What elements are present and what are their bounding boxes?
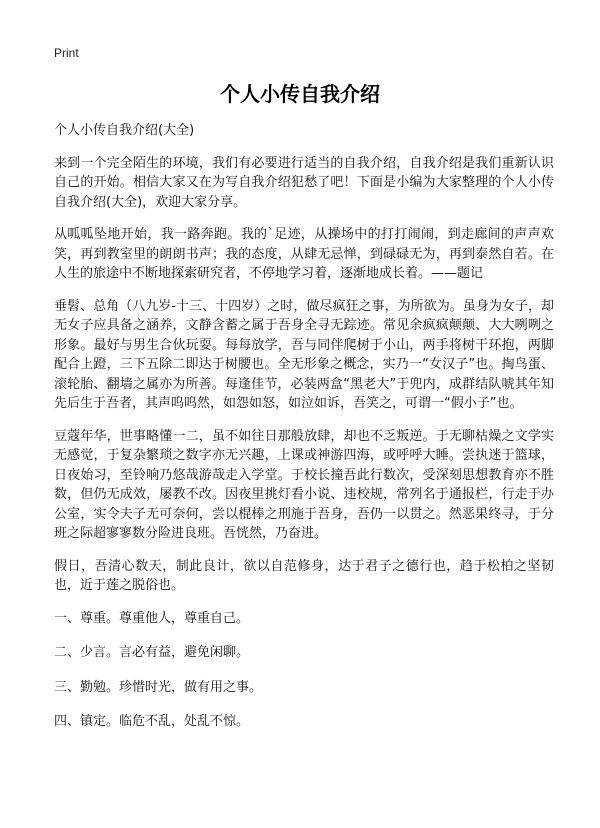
rule-item-2: 二、少言。言必有益，避免闲聊。 [54, 645, 250, 660]
document-body [54, 121, 554, 747]
paragraph-plan: 假日，吾清心数天，制此良计，欲以自范修身，达于君子之德行也，趋于松柏之坚韧也，近于莲之脱俗也。 [54, 558, 554, 593]
paragraph-youth: 豆蔻年华，世事略懂一二，虽不如往日那般放肆，却也不乏叛逆。于无聊枯燥之文学实无感觉，于复杂繁琐之数字亦无兴趣，上课或神游四海，或呼呼大睡。尝执迷于篮球，日夜始习，至铃响乃悠哉游哉走入学堂。于校长撞吾此行数次，受深刻思想教育亦不胜数，但仍无成效，屡教不改。因夜里挑灯看小说、违校规，常列名于通报栏，行走于办公室，实令夫子无可奈何，尝以棍棒之刑施于吾身，吾仍一以贯之。然恶果终寻，于分班之际超寥寥数分险进良班。吾恍然，乃奋进。 [54, 428, 554, 541]
rule-item-4: 四、镇定。临危不乱，处乱不惊。 [54, 714, 250, 729]
rule-item-3: 三、勤勉。珍惜时光，做有用之事。 [54, 679, 263, 695]
paragraph-epigraph: 从呱呱坠地开始，我一路奔跑。我的`足迹，从操场中的打打闹闹，到走廊间的声声欢笑，再到教室里的朗朗书声；我的态度，从肆无忌惮，到碌碌无为，再到泰然自若。在人生的旅途中不断地探索研究者，不停地学习着，逐渐地成长着。——题记 [54, 227, 554, 281]
print-link[interactable]: Print [54, 46, 79, 60]
paragraph-childhood: 垂髫、总角（八九岁-十三、十四岁）之时，做尽疯狂之事，为所欲为。虽身为女子，却无女子应具备之涵养，文静含蓄之属于吾身全寻无踪迹。常见余疯疯颠颠、大大咧咧之形象。最好与男生合伙玩耍。每每放学，吾与同伴爬树于小山，两手将树干环抱，两脚配合上蹬，三下五除二即达于树腰也。全无形象之概念，实乃一“女汉子”也。掏鸟蛋、滚轮胎、翻墙之属亦为所善。每逢佳节，必装两盒“黑老大”于兜内，成群结队唬其年知先后生于吾者，其声呜呜然，如怨如怒，如泣如诉，吾笑之，可谓一“假小子”也。 [54, 298, 554, 411]
paragraph-intro: 来到一个完全陌生的环境，我们有必要进行适当的自我介绍，自我介绍是我们重新认识自己的开始。相信大家又在为写自我介绍犯愁了吧！下面是小编为大家整理的个人小传自我介绍(大全)，欢迎大家分享。 [54, 155, 554, 210]
page-title: 个人小传自我介绍 [220, 82, 380, 106]
rule-item-1: 一、尊重。尊重他人，尊重自己。 [54, 610, 250, 626]
document-subtitle: 个人小传自我介绍(大全) [54, 123, 195, 138]
